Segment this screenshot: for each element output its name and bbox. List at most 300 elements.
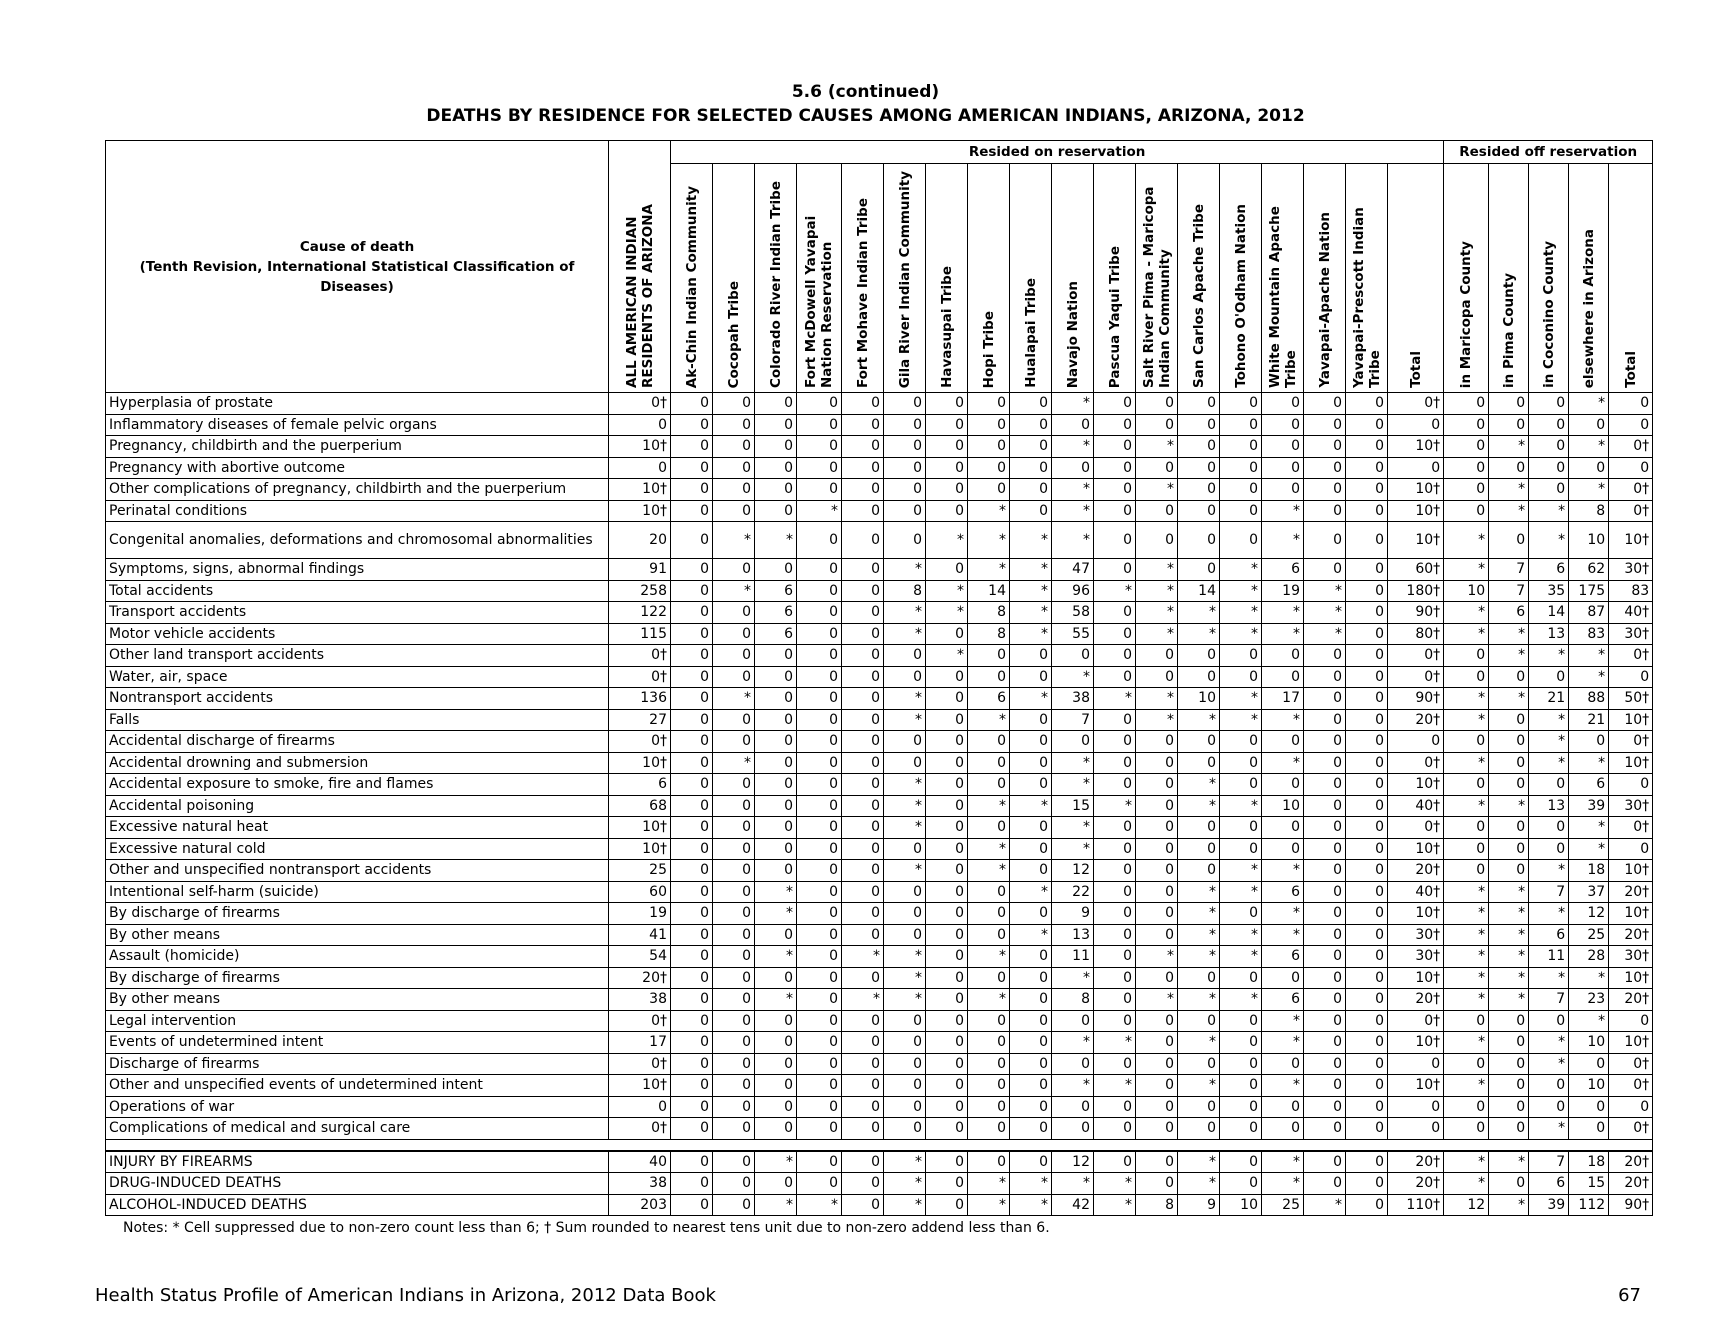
- value-cell: 0: [1010, 479, 1052, 501]
- value-cell: 0: [671, 903, 713, 925]
- column-header: [1388, 164, 1444, 393]
- value-cell: *: [1489, 1151, 1529, 1173]
- value-cell: 0: [1489, 817, 1529, 839]
- value-cell: *: [1489, 645, 1529, 667]
- value-cell: 0: [713, 731, 755, 753]
- value-cell: 0: [1304, 860, 1346, 882]
- value-cell: 0: [926, 967, 968, 989]
- value-cell: 0: [842, 1151, 884, 1173]
- column-label: in Pima County: [1500, 273, 1517, 388]
- value-cell: *: [1010, 1173, 1052, 1195]
- value-cell: 0: [1444, 838, 1489, 860]
- value-cell: 6: [1489, 602, 1529, 624]
- value-cell: 0: [713, 1053, 755, 1075]
- value-cell: *: [1444, 559, 1489, 581]
- value-cell: 0: [671, 436, 713, 458]
- value-cell: 0: [1304, 688, 1346, 710]
- page-number: 67: [1618, 1285, 1641, 1306]
- value-cell: 0: [1346, 924, 1388, 946]
- off-reservation-group-header: Resided off reservation: [1444, 141, 1653, 164]
- value-cell: 0: [1178, 967, 1220, 989]
- value-cell: *: [1489, 623, 1529, 645]
- value-cell: 0: [713, 946, 755, 968]
- value-cell: 8: [1569, 500, 1609, 522]
- value-cell: *: [1444, 881, 1489, 903]
- value-cell: 0: [1609, 774, 1653, 796]
- table-notes: Notes: * Cell suppressed due to non-zero count less than 6; † Sum rounded to nearest tens unit due to non-zero addend less than 6.: [123, 1220, 1050, 1236]
- value-cell: 0: [842, 752, 884, 774]
- value-cell: 0: [1569, 1118, 1609, 1140]
- value-cell: 0: [1346, 479, 1388, 501]
- value-cell: *: [1178, 709, 1220, 731]
- table-row: [106, 903, 1653, 925]
- value-cell: 0: [1346, 522, 1388, 559]
- value-cell: 0: [1489, 731, 1529, 753]
- value-cell: 0: [842, 645, 884, 667]
- value-cell: 0: [926, 817, 968, 839]
- value-cell: 10: [1220, 1194, 1262, 1216]
- column-header: [1178, 164, 1220, 393]
- value-cell: 60†: [1388, 559, 1444, 581]
- value-cell: 87: [1569, 602, 1609, 624]
- value-cell: 0: [1136, 752, 1178, 774]
- value-cell: 0: [1094, 903, 1136, 925]
- value-cell: *: [842, 989, 884, 1011]
- value-cell: 0: [1220, 752, 1262, 774]
- value-cell: *: [1444, 967, 1489, 989]
- cause-label: Nontransport accidents: [106, 688, 609, 710]
- value-cell: 6: [1262, 881, 1304, 903]
- column-header: [1052, 164, 1094, 393]
- value-cell: 0: [797, 436, 842, 458]
- value-cell: *: [1052, 838, 1094, 860]
- value-cell: 0: [842, 817, 884, 839]
- value-cell: 0: [1489, 1118, 1529, 1140]
- cause-label: Inflammatory diseases of female pelvic organs: [106, 414, 609, 436]
- value-cell: *: [1304, 580, 1346, 602]
- value-cell: 0: [1388, 1096, 1444, 1118]
- value-cell: 30†: [1609, 623, 1653, 645]
- value-cell: 0: [713, 924, 755, 946]
- value-cell: 90†: [1609, 1194, 1653, 1216]
- value-cell: 0: [1220, 1075, 1262, 1097]
- value-cell: 0: [1010, 1010, 1052, 1032]
- value-cell: 88: [1569, 688, 1609, 710]
- cause-label: Congenital anomalies, deformations and chromosomal abnormalities: [106, 522, 609, 559]
- value-cell: 0: [1529, 774, 1569, 796]
- value-cell: 0: [1262, 479, 1304, 501]
- value-cell: 20†: [1388, 1151, 1444, 1173]
- value-cell: *: [1262, 1151, 1304, 1173]
- value-cell: *: [884, 1173, 926, 1195]
- value-cell: 0: [842, 967, 884, 989]
- value-cell: 0†: [1388, 752, 1444, 774]
- value-cell: 0†: [609, 393, 671, 415]
- value-cell: 0: [713, 436, 755, 458]
- value-cell: *: [968, 500, 1010, 522]
- column-label: ALL AMERICAN INDIAN RESIDENTS OF ARIZONA: [623, 204, 656, 388]
- value-cell: *: [1262, 1032, 1304, 1054]
- value-cell: 8: [884, 580, 926, 602]
- value-cell: 0: [1094, 1118, 1136, 1140]
- value-cell: 0: [755, 1173, 797, 1195]
- value-cell: 0: [1346, 688, 1388, 710]
- value-cell: *: [1136, 479, 1178, 501]
- value-cell: 0: [1262, 457, 1304, 479]
- value-cell: 0: [797, 623, 842, 645]
- value-cell: 0: [884, 1075, 926, 1097]
- value-cell: 0: [1346, 881, 1388, 903]
- value-cell: 38: [609, 1173, 671, 1195]
- value-cell: *: [1262, 924, 1304, 946]
- value-cell: 0: [1609, 414, 1653, 436]
- value-cell: 0: [926, 559, 968, 581]
- value-cell: 0†: [1609, 731, 1653, 753]
- value-cell: *: [1010, 924, 1052, 946]
- value-cell: 10: [1178, 688, 1220, 710]
- value-cell: 0: [1569, 1096, 1609, 1118]
- value-cell: *: [1489, 967, 1529, 989]
- value-cell: 0: [713, 623, 755, 645]
- value-cell: 10†: [1388, 774, 1444, 796]
- value-cell: 0†: [1388, 393, 1444, 415]
- value-cell: *: [884, 1194, 926, 1216]
- value-cell: 0: [926, 1173, 968, 1195]
- value-cell: *: [1094, 688, 1136, 710]
- value-cell: 0: [713, 457, 755, 479]
- value-cell: 0: [1220, 1096, 1262, 1118]
- value-cell: *: [1136, 602, 1178, 624]
- value-cell: 0: [1094, 393, 1136, 415]
- value-cell: 30†: [1388, 946, 1444, 968]
- value-cell: 0: [1220, 731, 1262, 753]
- value-cell: 0: [926, 709, 968, 731]
- value-cell: 9: [1052, 903, 1094, 925]
- table-row: [106, 1075, 1653, 1097]
- value-cell: 0: [1010, 774, 1052, 796]
- value-cell: 14: [968, 580, 1010, 602]
- value-cell: *: [1569, 817, 1609, 839]
- value-cell: *: [1262, 522, 1304, 559]
- value-cell: 0: [884, 1118, 926, 1140]
- cause-label: Symptoms, signs, abnormal findings: [106, 559, 609, 581]
- value-cell: *: [1052, 393, 1094, 415]
- value-cell: 0: [968, 1118, 1010, 1140]
- value-cell: *: [1220, 924, 1262, 946]
- value-cell: 0: [1346, 1118, 1388, 1140]
- value-cell: 0: [1094, 666, 1136, 688]
- value-cell: 0: [842, 1096, 884, 1118]
- value-cell: 0: [1529, 817, 1569, 839]
- cause-label: Operations of war: [106, 1096, 609, 1118]
- value-cell: 10†: [1609, 967, 1653, 989]
- value-cell: *: [1569, 752, 1609, 774]
- value-cell: 0: [926, 479, 968, 501]
- value-cell: 0: [842, 580, 884, 602]
- value-cell: 0: [1220, 666, 1262, 688]
- value-cell: 0: [1136, 1096, 1178, 1118]
- value-cell: 0: [1346, 602, 1388, 624]
- value-cell: 0: [797, 559, 842, 581]
- value-cell: 0: [1346, 1075, 1388, 1097]
- value-cell: 180†: [1388, 580, 1444, 602]
- value-cell: 0: [713, 559, 755, 581]
- value-cell: 0: [1052, 1096, 1094, 1118]
- table-separator: [106, 1139, 1653, 1151]
- value-cell: 0†: [1609, 1118, 1653, 1140]
- value-cell: *: [755, 881, 797, 903]
- cause-label: Other land transport accidents: [106, 645, 609, 667]
- value-cell: 0: [1304, 1118, 1346, 1140]
- value-cell: *: [1444, 1032, 1489, 1054]
- value-cell: 68: [609, 795, 671, 817]
- table-row: [106, 946, 1653, 968]
- value-cell: 10†: [1388, 967, 1444, 989]
- column-label: Salt River Pima - Maricopa Indian Community: [1140, 186, 1173, 388]
- value-cell: 40†: [1388, 795, 1444, 817]
- value-cell: 0: [1346, 731, 1388, 753]
- value-cell: *: [884, 946, 926, 968]
- value-cell: 0: [1346, 838, 1388, 860]
- value-cell: *: [884, 688, 926, 710]
- value-cell: 0: [1010, 752, 1052, 774]
- value-cell: *: [1444, 602, 1489, 624]
- value-cell: *: [755, 946, 797, 968]
- value-cell: 0: [713, 1075, 755, 1097]
- value-cell: *: [1444, 688, 1489, 710]
- cause-label: Falls: [106, 709, 609, 731]
- value-cell: 0: [1346, 645, 1388, 667]
- value-cell: *: [1569, 838, 1609, 860]
- value-cell: 0: [713, 414, 755, 436]
- value-cell: 0: [1094, 457, 1136, 479]
- value-cell: 0: [842, 795, 884, 817]
- value-cell: 0: [671, 479, 713, 501]
- value-cell: 0: [926, 1096, 968, 1118]
- value-cell: 0: [842, 559, 884, 581]
- value-cell: 0: [1010, 1032, 1052, 1054]
- value-cell: 9: [1178, 1194, 1220, 1216]
- value-cell: 0: [1304, 666, 1346, 688]
- value-cell: 0: [1489, 414, 1529, 436]
- value-cell: *: [1529, 1053, 1569, 1075]
- value-cell: 0: [1136, 795, 1178, 817]
- value-cell: 0: [1489, 1096, 1529, 1118]
- value-cell: *: [1304, 1194, 1346, 1216]
- value-cell: 8: [1052, 989, 1094, 1011]
- value-cell: 0: [1136, 838, 1178, 860]
- value-cell: 0: [1444, 1053, 1489, 1075]
- value-cell: 0: [1304, 1053, 1346, 1075]
- value-cell: 0: [1094, 989, 1136, 1011]
- value-cell: *: [1569, 645, 1609, 667]
- value-cell: 0: [1529, 666, 1569, 688]
- value-cell: 0: [797, 774, 842, 796]
- value-cell: 0†: [1609, 1075, 1653, 1097]
- value-cell: *: [1220, 688, 1262, 710]
- value-cell: 6: [755, 602, 797, 624]
- value-cell: 11: [1529, 946, 1569, 968]
- value-cell: 12: [1569, 903, 1609, 925]
- value-cell: 0: [1178, 522, 1220, 559]
- value-cell: 0: [755, 1032, 797, 1054]
- value-cell: 0: [1489, 457, 1529, 479]
- value-cell: 0: [1304, 457, 1346, 479]
- value-cell: 0: [926, 1010, 968, 1032]
- value-cell: *: [1052, 1032, 1094, 1054]
- value-cell: 0: [1136, 457, 1178, 479]
- value-cell: *: [968, 860, 1010, 882]
- value-cell: 0: [1010, 967, 1052, 989]
- value-cell: 0: [1444, 479, 1489, 501]
- value-cell: 0: [1220, 774, 1262, 796]
- value-cell: *: [1444, 709, 1489, 731]
- column-header: [1346, 164, 1388, 393]
- value-cell: 110†: [1388, 1194, 1444, 1216]
- value-cell: 0: [797, 1173, 842, 1195]
- value-cell: 0: [884, 1010, 926, 1032]
- value-cell: 0: [671, 666, 713, 688]
- value-cell: 0: [713, 1010, 755, 1032]
- cause-label: Excessive natural heat: [106, 817, 609, 839]
- value-cell: *: [1529, 1032, 1569, 1054]
- value-cell: 0: [671, 795, 713, 817]
- value-cell: 0: [1489, 1075, 1529, 1097]
- value-cell: 14: [1178, 580, 1220, 602]
- value-cell: 0: [1094, 1053, 1136, 1075]
- value-cell: *: [1489, 989, 1529, 1011]
- value-cell: 0: [1262, 817, 1304, 839]
- value-cell: 11: [1052, 946, 1094, 968]
- value-cell: *: [1178, 1173, 1220, 1195]
- value-cell: 20†: [1609, 1173, 1653, 1195]
- value-cell: 0: [1094, 479, 1136, 501]
- cause-label: By discharge of firearms: [106, 903, 609, 925]
- value-cell: 0: [1094, 752, 1136, 774]
- value-cell: 0: [671, 774, 713, 796]
- value-cell: *: [1262, 602, 1304, 624]
- value-cell: *: [1489, 795, 1529, 817]
- value-cell: 0: [1489, 774, 1529, 796]
- value-cell: 0: [755, 688, 797, 710]
- value-cell: 0: [1262, 774, 1304, 796]
- value-cell: 175: [1569, 580, 1609, 602]
- value-cell: 18: [1569, 1151, 1609, 1173]
- table-row: [106, 522, 1653, 559]
- value-cell: 39: [1529, 1194, 1569, 1216]
- value-cell: 0: [926, 946, 968, 968]
- value-cell: 0: [797, 924, 842, 946]
- value-cell: 0: [1178, 1118, 1220, 1140]
- value-cell: 30†: [1609, 559, 1653, 581]
- value-cell: 0: [755, 795, 797, 817]
- value-cell: 0: [842, 623, 884, 645]
- value-cell: 0: [968, 752, 1010, 774]
- value-cell: 0: [1010, 500, 1052, 522]
- table-row: [106, 623, 1653, 645]
- value-cell: *: [1220, 580, 1262, 602]
- value-cell: 0: [1094, 709, 1136, 731]
- value-cell: 0: [842, 457, 884, 479]
- value-cell: *: [1489, 1194, 1529, 1216]
- column-label: Fort Mohave Indian Tribe: [854, 197, 871, 388]
- value-cell: *: [1178, 989, 1220, 1011]
- value-cell: 122: [609, 602, 671, 624]
- value-cell: 0: [926, 414, 968, 436]
- value-cell: 0: [968, 1075, 1010, 1097]
- value-cell: 0: [1220, 414, 1262, 436]
- value-cell: 0: [1529, 838, 1569, 860]
- value-cell: 0: [755, 967, 797, 989]
- value-cell: 0: [1220, 645, 1262, 667]
- value-cell: 0: [671, 1032, 713, 1054]
- value-cell: 0: [671, 623, 713, 645]
- value-cell: 0: [884, 838, 926, 860]
- value-cell: 0: [1346, 1173, 1388, 1195]
- value-cell: 0: [671, 414, 713, 436]
- value-cell: 0: [1388, 414, 1444, 436]
- value-cell: 0: [1094, 967, 1136, 989]
- cause-label: By discharge of firearms: [106, 967, 609, 989]
- value-cell: 0: [884, 903, 926, 925]
- value-cell: *: [1052, 479, 1094, 501]
- value-cell: 20†: [1609, 924, 1653, 946]
- value-cell: 0: [755, 709, 797, 731]
- value-cell: 0: [968, 1010, 1010, 1032]
- value-cell: *: [1444, 989, 1489, 1011]
- value-cell: *: [1178, 774, 1220, 796]
- value-cell: 10: [1569, 1075, 1609, 1097]
- value-cell: 0: [1052, 1118, 1094, 1140]
- value-cell: 0: [1262, 838, 1304, 860]
- value-cell: 0: [1346, 967, 1388, 989]
- table-row: [106, 752, 1653, 774]
- value-cell: 0: [968, 881, 1010, 903]
- cause-label: Discharge of firearms: [106, 1053, 609, 1075]
- value-cell: 0: [1346, 860, 1388, 882]
- value-cell: 0: [1094, 623, 1136, 645]
- value-cell: 10: [1262, 795, 1304, 817]
- value-cell: 0: [1220, 522, 1262, 559]
- value-cell: 0: [797, 414, 842, 436]
- value-cell: *: [1444, 752, 1489, 774]
- value-cell: *: [1010, 688, 1052, 710]
- column-header: [1444, 164, 1489, 393]
- value-cell: 0: [1178, 479, 1220, 501]
- value-cell: *: [1529, 731, 1569, 753]
- value-cell: 10†: [609, 1075, 671, 1097]
- value-cell: *: [1444, 623, 1489, 645]
- value-cell: *: [1178, 903, 1220, 925]
- column-label: Hualapai Tribe: [1022, 278, 1039, 388]
- value-cell: *: [1010, 623, 1052, 645]
- value-cell: 0: [1010, 666, 1052, 688]
- value-cell: 0: [1609, 666, 1653, 688]
- value-cell: 0: [1529, 1096, 1569, 1118]
- value-cell: 0: [842, 414, 884, 436]
- column-header: [797, 164, 842, 393]
- cause-label: Intentional self-harm (suicide): [106, 881, 609, 903]
- table-row: [106, 602, 1653, 624]
- value-cell: 0: [968, 436, 1010, 458]
- column-header: [926, 164, 968, 393]
- value-cell: 0: [1094, 946, 1136, 968]
- value-cell: 0: [1489, 860, 1529, 882]
- value-cell: *: [1444, 1075, 1489, 1097]
- value-cell: 0: [926, 881, 968, 903]
- value-cell: 0: [1094, 602, 1136, 624]
- value-cell: 0: [1010, 1151, 1052, 1173]
